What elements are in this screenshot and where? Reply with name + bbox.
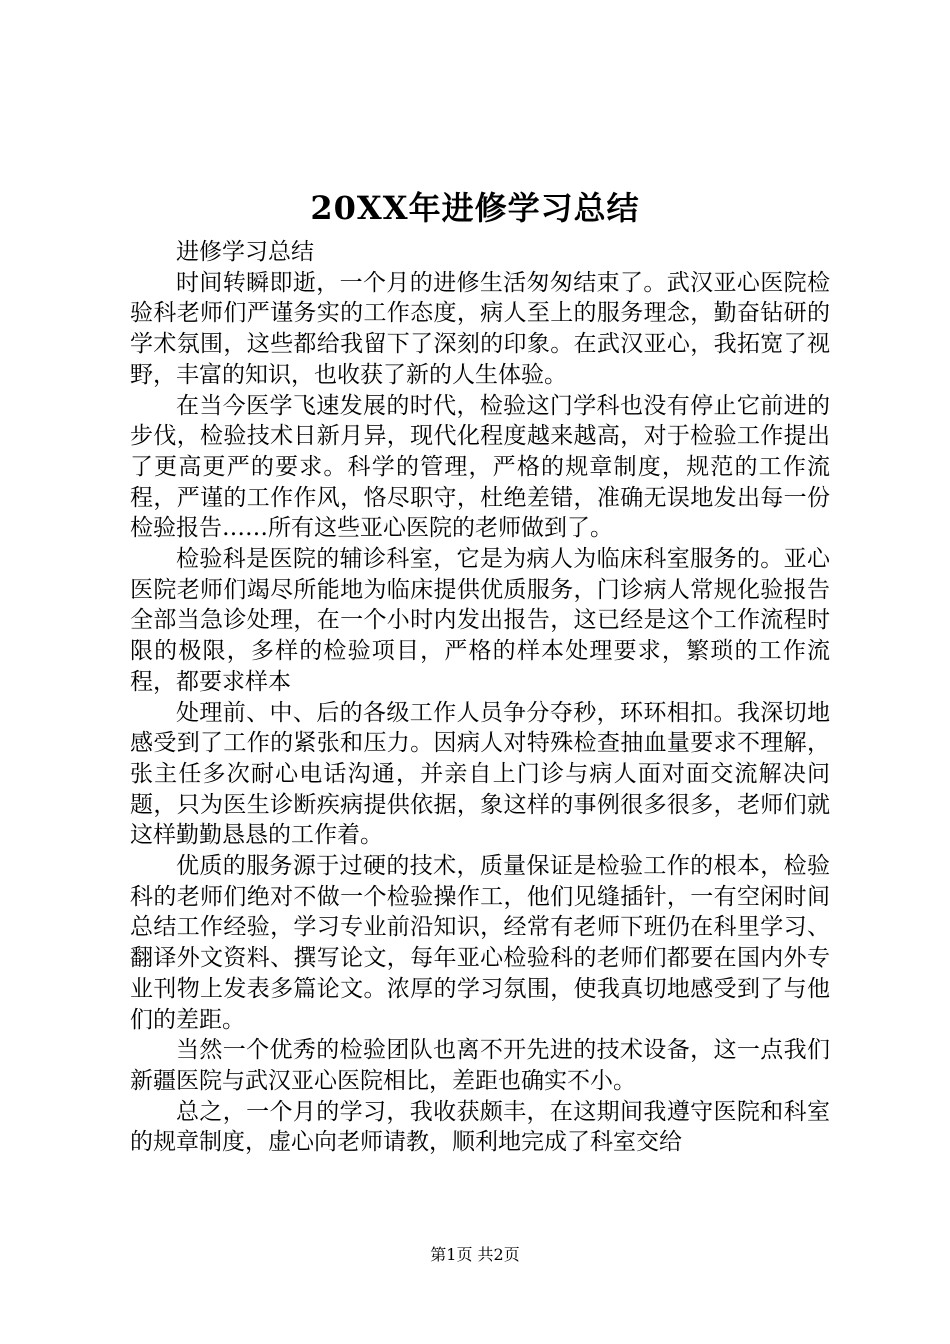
document-body [130,237,830,1158]
paragraph: 进修学习总结 [176,239,314,265]
paragraph: 处理前、中、后的各级工作人员争分夺秒，环环相扣。我深切地感受到了工作的紧张和压力。因病人对特殊检查抽血量要求不理解，张主任多次耐心电话沟通，并亲自上门诊与病人面对面交流解决问题，只为医生诊断疾病提供依据，象这样的事例很多很多，老师们就这样勤勤恳恳的工作着。 [130,699,830,849]
paragraph: 在当今医学飞速发展的时代，检验这门学科也没有停止它前进的步伐，检验技术日新月异，现代化程度越来越高，对于检验工作提出了更高更严的要求。科学的管理，严格的规章制度，规范的工作流程，严谨的工作作风，恪尽职守，杜绝差错，准确无误地发出每一份检验报告……所有这些亚心医院的老师做到了。 [130,392,830,542]
paragraph: 时间转瞬即逝，一个月的进修生活匆匆结束了。武汉亚心医院检验科老师们严谨务实的工作态度，病人至上的服务理念，勤奋钻研的学术氛围，这些都给我留下了深刻的印象。在武汉亚心，我拓宽了视野，丰富的知识，也收获了新的人生体验。 [130,269,830,388]
paragraph: 优质的服务源于过硬的技术，质量保证是检验工作的根本，检验科的老师们绝对不做一个检验操作工，他们见缝插针，一有空闲时间总结工作经验，学习专业前沿知识，经常有老师下班仍在科里学习、翻译外文资料、撰写论文，每年亚心检验科的老师们都要在国内外专业刊物上发表多篇论文。浓厚的学习氛围，使我真切地感受到了与他们的差距。 [130,853,830,1033]
document-title: 20XX年进修学习总结 [310,189,640,227]
paragraph: 当然一个优秀的检验团队也离不开先进的技术设备，这一点我们新疆医院与武汉亚心医院相比，差距也确实不小。 [130,1037,830,1094]
paragraph: 总之，一个月的学习，我收获颇丰，在这期间我遵守医院和科室的规章制度，虚心向老师请教，顺利地完成了科室交给 [130,1098,830,1156]
paragraph: 检验科是医院的辅诊科室，它是为病人为临床科室服务的。亚心医院老师们竭尽所能地为临床提供优质服务，门诊病人常规化验报告全部当急诊处理，在一个小时内发出报告，这已经是这个工作流程时限的极限，多样的检验项目，严格的样本处理要求，繁琐的工作流程，都要求样本 [130,546,830,695]
page-number-footer: 第1页 共2页 [430,1245,520,1264]
